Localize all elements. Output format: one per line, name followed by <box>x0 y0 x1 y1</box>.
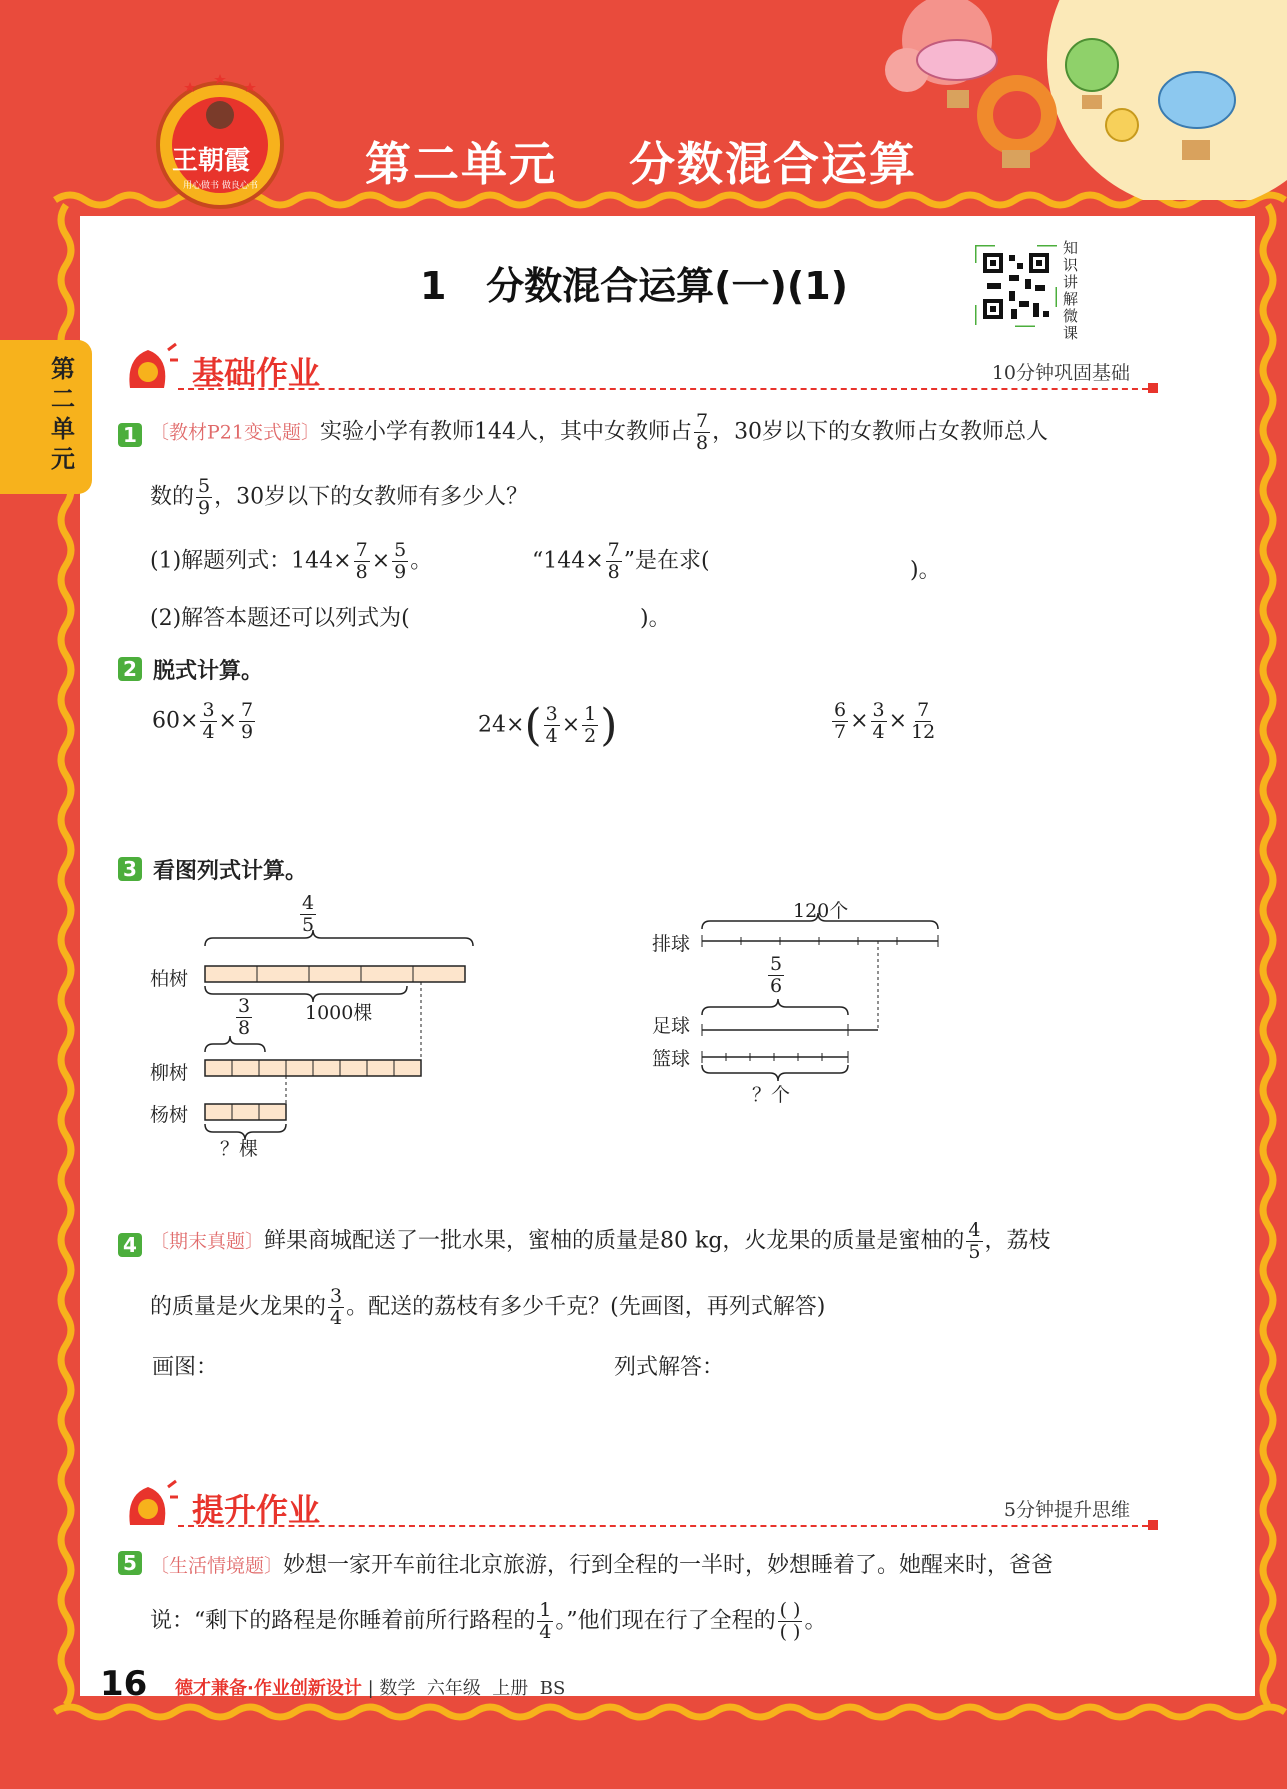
section-advanced-title: 提升作业 <box>192 1491 321 1529</box>
question-number: 4 <box>118 1233 142 1257</box>
q1-part1: (1)解题列式：144× $\frac{7}{8}$ × $\frac{5}{9}$ 。 <box>150 539 433 583</box>
q5-line1: 〔生活情境题〕妙想一家开车前往北京旅游，行到全程的一半时，妙想睡着了。她醒来时，爸爸 <box>150 1553 1054 1578</box>
fraction: $\frac{3}{4}$ <box>545 703 558 747</box>
fraction: $\frac{5}{9}$ <box>198 475 211 519</box>
fraction: $\frac{1}{2}$ <box>584 703 597 747</box>
fraction: $\frac{7}{8}$ <box>607 539 620 583</box>
section-advanced-header <box>118 1475 1158 1535</box>
q1-blank1-close[interactable]: )。 <box>910 558 941 583</box>
q2-expr2: 24×( $\frac{3}{4}$ × $\frac{1}{2}$ ) <box>478 700 618 751</box>
side-tab <box>0 340 92 494</box>
q2-expr3: $\frac{6}{7}$ × $\frac{3}{4}$ × $\frac{7}{12}$ <box>834 699 936 743</box>
unit-title: 第二单元 分数混合运算 <box>365 137 918 191</box>
label-willow: 柳树 <box>150 1062 189 1084</box>
q1-tag: 〔教材P21变式题〕 <box>150 421 320 444</box>
bar-poplar <box>205 1104 286 1120</box>
section-advanced-hint: 5分钟提升思维 <box>1003 1499 1130 1521</box>
alarm-bell-icon <box>118 1475 178 1535</box>
fraction: $\frac{6}{7}$ <box>834 699 847 743</box>
page-number: 16 <box>100 1664 148 1704</box>
section-basic-title: 基础作业 <box>192 354 321 392</box>
logo-subtext: 用心做书 做良心书 <box>183 181 258 191</box>
bar-cypress <box>205 966 465 982</box>
section-basic-header <box>118 338 1158 398</box>
label-poplar: 杨树 <box>150 1104 189 1126</box>
label-cypress: 柏树 <box>150 968 189 990</box>
balls-diagram <box>690 905 950 1085</box>
frac-four-fifths: $\frac{4}{5}$ <box>302 892 315 936</box>
fraction: $\frac{7}{12}$ <box>911 699 936 743</box>
label-120: 120个 <box>793 900 849 922</box>
section-basic-hint: 10分钟巩固基础 <box>991 362 1130 384</box>
q1-part2: (2)解答本题还可以列式为( <box>150 606 410 631</box>
qr-label: 知识讲解微课 <box>1063 239 1079 342</box>
label-football: 足球 <box>652 1015 691 1037</box>
question-number: 3 <box>118 857 142 881</box>
divider-end <box>1148 383 1158 393</box>
q1-line1: 〔教材P21变式题〕实验小学有教师144人，其中女教师占 $\frac{7}{8}$ ，30岁以下的女教师占女教师总人 <box>150 410 1049 454</box>
q1-part1-quote: “144× $\frac{7}{8}$ ”是在求( <box>532 539 710 583</box>
fraction: $\frac{7}{8}$ <box>695 410 709 454</box>
question-number: 5 <box>118 1551 142 1575</box>
divider-end <box>1148 1520 1158 1530</box>
footer-separator: | <box>367 1678 374 1699</box>
fraction: $\frac{3}{4}$ <box>330 1285 343 1329</box>
q2-expr1: 60× $\frac{3}{4}$ × $\frac{7}{9}$ <box>152 699 254 743</box>
lesson-title: 1 分数混合运算(一)(1) <box>420 264 849 308</box>
fraction: $\frac{1}{4}$ <box>539 1599 552 1643</box>
q2-title: 脱式计算。 <box>153 659 264 684</box>
q1-line2: 数的 $\frac{5}{9}$ ，30岁以下的女教师有多少人？ <box>150 475 529 519</box>
q4-line2: 的质量是火龙果的 $\frac{3}{4}$ 。配送的荔枝有多少千克？(先画图，再列式解答) <box>150 1285 826 1329</box>
q4-tag: 〔期末真题〕 <box>150 1230 265 1253</box>
q3-title: 看图列式计算。 <box>153 859 308 884</box>
footer-text <box>175 1674 565 1700</box>
side-tab-label: 第二单元 <box>51 355 75 473</box>
label-volleyball: 排球 <box>652 933 691 955</box>
question-number: 1 <box>118 423 142 447</box>
q4-draw-label: 画图： <box>152 1355 219 1380</box>
q4-line1: 〔期末真题〕鲜果商城配送了一批水果，蜜柚的质量是80 kg，火龙果的质量是蜜柚的 $\frac{4}{5}$ ，荔枝 <box>150 1219 1051 1263</box>
divider <box>178 1525 1148 1527</box>
footer-subject: 数学 六年级 上册 BS <box>379 1678 566 1699</box>
q5-line2: 说：“剩下的路程是你睡着前所行路程的 $\frac{1}{4}$ 。”他们现在行了全程的 $\frac{( )}{( )}$ 。 <box>150 1599 827 1643</box>
answer-blank-fraction[interactable]: $\frac{( )}{( )}$ <box>779 1599 801 1643</box>
balloon-yellow-icon <box>1106 109 1138 141</box>
q4-solve-label: 列式解答： <box>614 1355 725 1380</box>
balloons-illustration <box>867 0 1287 200</box>
fraction: $\frac{3}{4}$ <box>202 699 215 743</box>
fraction: $\frac{7}{8}$ <box>355 539 368 583</box>
logo-text: 王朝霞 <box>172 146 251 176</box>
question-number: 2 <box>118 657 142 681</box>
fraction: $\frac{7}{9}$ <box>240 699 254 743</box>
label-question-balls: ？个 <box>752 1084 791 1106</box>
qr-code-icon[interactable] <box>975 245 1057 327</box>
label-question-trees: ？棵 <box>220 1138 259 1160</box>
q1-blank2-close[interactable]: )。 <box>640 606 671 631</box>
divider <box>178 388 1148 390</box>
label-1000: 1000棵 <box>305 1002 373 1024</box>
q5-tag: 〔生活情境题〕 <box>150 1555 284 1577</box>
label-basketball: 篮球 <box>652 1048 691 1070</box>
alarm-bell-icon <box>118 338 178 398</box>
frac-three-eighths: $\frac{3}{8}$ <box>238 995 251 1039</box>
frac-five-sixths: $\frac{5}{6}$ <box>770 953 783 997</box>
fraction: $\frac{3}{4}$ <box>872 699 885 743</box>
series-name: 德才兼备·作业创新设计 <box>175 1678 362 1699</box>
balloon-orange-icon <box>985 83 1049 168</box>
fraction: $\frac{4}{5}$ <box>968 1219 981 1263</box>
fraction: $\frac{5}{9}$ <box>394 539 407 583</box>
bar-willow <box>205 1060 421 1076</box>
